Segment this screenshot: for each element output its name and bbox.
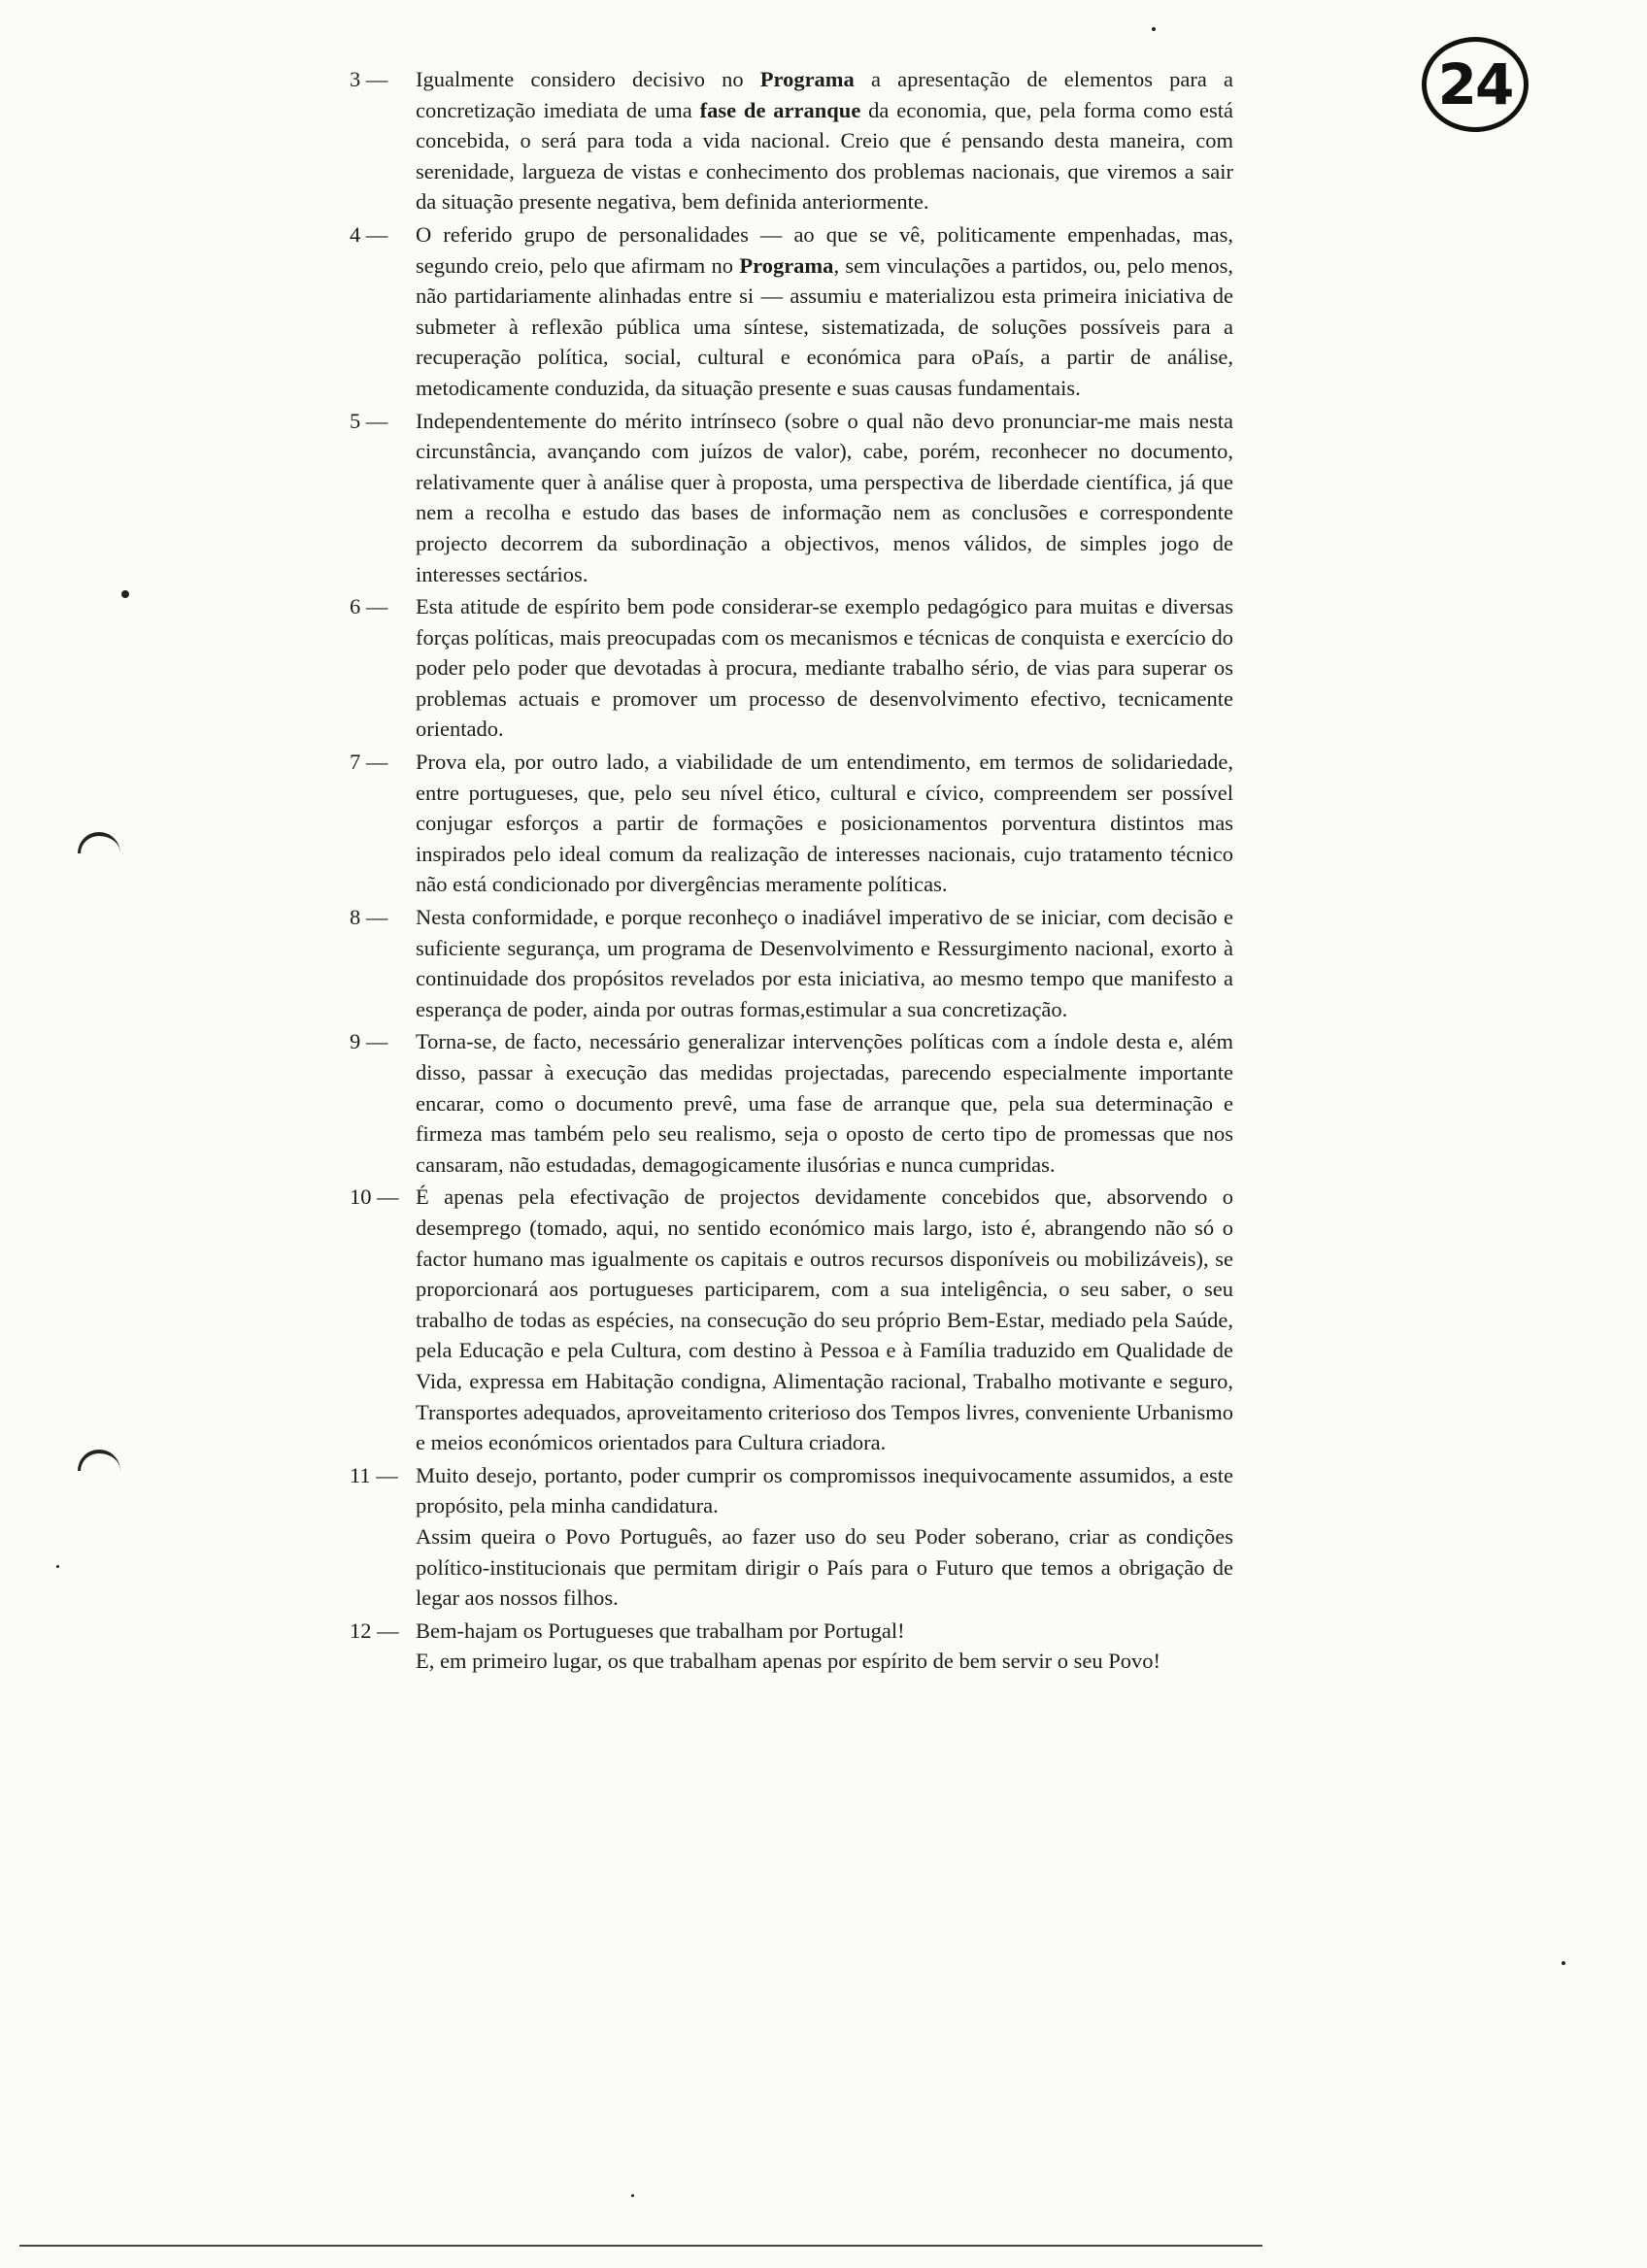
section-number: 7 — <box>350 750 388 775</box>
paragraph: Assim queira o Povo Português, ao fazer uso do seu Poder soberano, criar as condições político-institucionais que permitam dirigir o País para o Futuro que temos a obrigação de legar aos nossos filhos. <box>416 1523 1233 1611</box>
section-number: 12 — <box>350 1618 399 1643</box>
page-bottom-edge <box>19 2245 1262 2247</box>
scan-mark <box>78 1450 120 1471</box>
section-8 <box>350 902 1233 1024</box>
section-5 <box>350 406 1233 590</box>
section-9 <box>350 1026 1233 1180</box>
section-3 <box>350 64 1233 217</box>
paragraph: Prova ela, por outro lado, a viabilidade de um entendimento, em termos de solidariedade, entre portugueses, que, pelo seu nível ético, cultural e cívico, compreendem ser possível conjugar esforços a partir de formações e posicionamentos porventura distintos mas inspirados pelo ideal comum da realização de interesses nacionais, cujo tratamento técnico não está condicionado por divergências meramente políticas. <box>416 750 1233 897</box>
page-number: 24 <box>1437 51 1513 117</box>
document-body <box>350 64 1233 1679</box>
scan-speck <box>631 2194 634 2197</box>
section-number: 5 — <box>350 408 388 433</box>
section-10 <box>350 1182 1233 1457</box>
page-number-circle <box>1422 37 1529 132</box>
paragraph: É apenas pela efectivação de projectos devidamente concebidos que, absorvendo o desemprego (tomado, aqui, no sentido económico mais largo, isto é, abrangendo não só o factor humano mas igualmente os capitais e outros recursos disponíveis ou mobilizáveis), se proporcionará aos portugueses participarem, com a sua inteligência, o seu saber, o seu trabalho de todas as espécies, na consecução do seu próprio Bem-Estar, mediado pela Saúde, pela Educação e pela Cultura, com destino à Pessoa e à Família traduzido em Qualidade de Vida, expressa em Habitação condigna, Alimentação racional, Trabalho motivante e seguro, Transportes adequados, aproveitamento criterioso dos Tempos livres, conveniente Urbanismo e meios económicos orientados para Cultura criadora. <box>416 1184 1233 1455</box>
section-number: 6 — <box>350 594 388 619</box>
scan-speck <box>56 1565 59 1568</box>
paragraph: Esta atitude de espírito bem pode considerar-se exemplo pedagógico para muitas e diversas forças políticas, mais preocupadas com os mecanismos e técnicas de conquista e exercício do poder pelo poder que devotadas à procura, mediante trabalho sério, de vias para superar os problemas actuais e promover um processo de desenvolvimento efectivo, tecnicamente orientado. <box>416 594 1233 742</box>
section-number: 11 — <box>350 1462 398 1487</box>
section-12 <box>350 1616 1233 1677</box>
section-number: 9 — <box>350 1029 388 1054</box>
section-number: 10 — <box>350 1184 399 1210</box>
section-number: 4 — <box>350 221 388 247</box>
paragraph: O referido grupo de personalidades — ao que se vê, politicamente empenhadas, mas, segundo creio, pelo que afirmam no Programa, sem vinculações a partidos, ou, pelo menos, não partidariamente alinhadas entre si — assumiu e materializou esta primeira iniciativa de submeter à reflexão pública uma síntese, sistematizada, de soluções possíveis para a recuperação política, social, cultural e económica para oPaís, a partir de análise, metodicamente conduzida, da situação presente e suas causas fundamentais. <box>416 221 1233 400</box>
scan-speck <box>1152 27 1156 31</box>
paragraph: E, em primeiro lugar, os que trabalham apenas por espírito de bem servir o seu Povo! <box>416 1649 1161 1674</box>
paragraph: Muito desejo, portanto, poder cumprir os compromissos inequivocamente assumidos, a este propósito, pela minha candidatura. <box>416 1462 1233 1518</box>
scan-mark <box>78 832 120 853</box>
scan-speck <box>121 590 129 598</box>
paragraph: Bem-hajam os Portugueses que trabalham por Portugal! <box>416 1618 905 1643</box>
scan-speck <box>1562 1961 1565 1965</box>
section-6 <box>350 591 1233 745</box>
paragraph: Nesta conformidade, e porque reconheço o inadiável imperativo de se iniciar, com decisão e suficiente segurança, um programa de Desenvolvimento e Ressurgimento nacional, exorto à continuidade dos propósitos revelados por esta iniciativa, ao mesmo tempo que manifesto a esperança de poder, ainda por outras formas,estimular a sua concretização. <box>416 905 1233 1021</box>
section-number: 8 — <box>350 905 388 930</box>
section-4 <box>350 219 1233 404</box>
section-number: 3 — <box>350 67 388 91</box>
section-11 <box>350 1460 1233 1614</box>
section-7 <box>350 747 1233 900</box>
paragraph: Torna-se, de facto, necessário generalizar intervenções políticas com a índole desta e, além disso, passar à execução das medidas projectadas, parecendo especialmente importante encarar, como o documento prevê, uma fase de arranque que, pela sua determinação e firmeza mas também pelo seu realismo, seja o oposto de certo tipo de promessas que nos cansaram, não estudadas, demagogicamente ilusórias e nunca cumpridas. <box>416 1029 1233 1177</box>
paragraph: Igualmente considero decisivo no Programa a apresentação de elementos para a concretização imediata de uma fase de arranque da economia, que, pela forma como está concebida, o será para toda a vida nacional. Creio que é pensando desta maneira, com serenidade, largueza de vistas e conhecimento dos problemas nacionais, que viremos a sair da situação presente negativa, bem definida anteriormente. <box>416 67 1233 215</box>
paragraph: Independentemente do mérito intrínseco (sobre o qual não devo pronunciar-me mais nesta circunstância, avançando com juízos de valor), cabe, porém, reconhecer no documento, relativamente quer à análise quer à proposta, uma perspectiva de liberdade científica, já que nem a recolha e estudo das bases de informação nem as conclusões e correspondente projecto decorrem da subordinação a objectivos, menos válidos, de simples jogo de interesses sectários. <box>416 408 1233 586</box>
